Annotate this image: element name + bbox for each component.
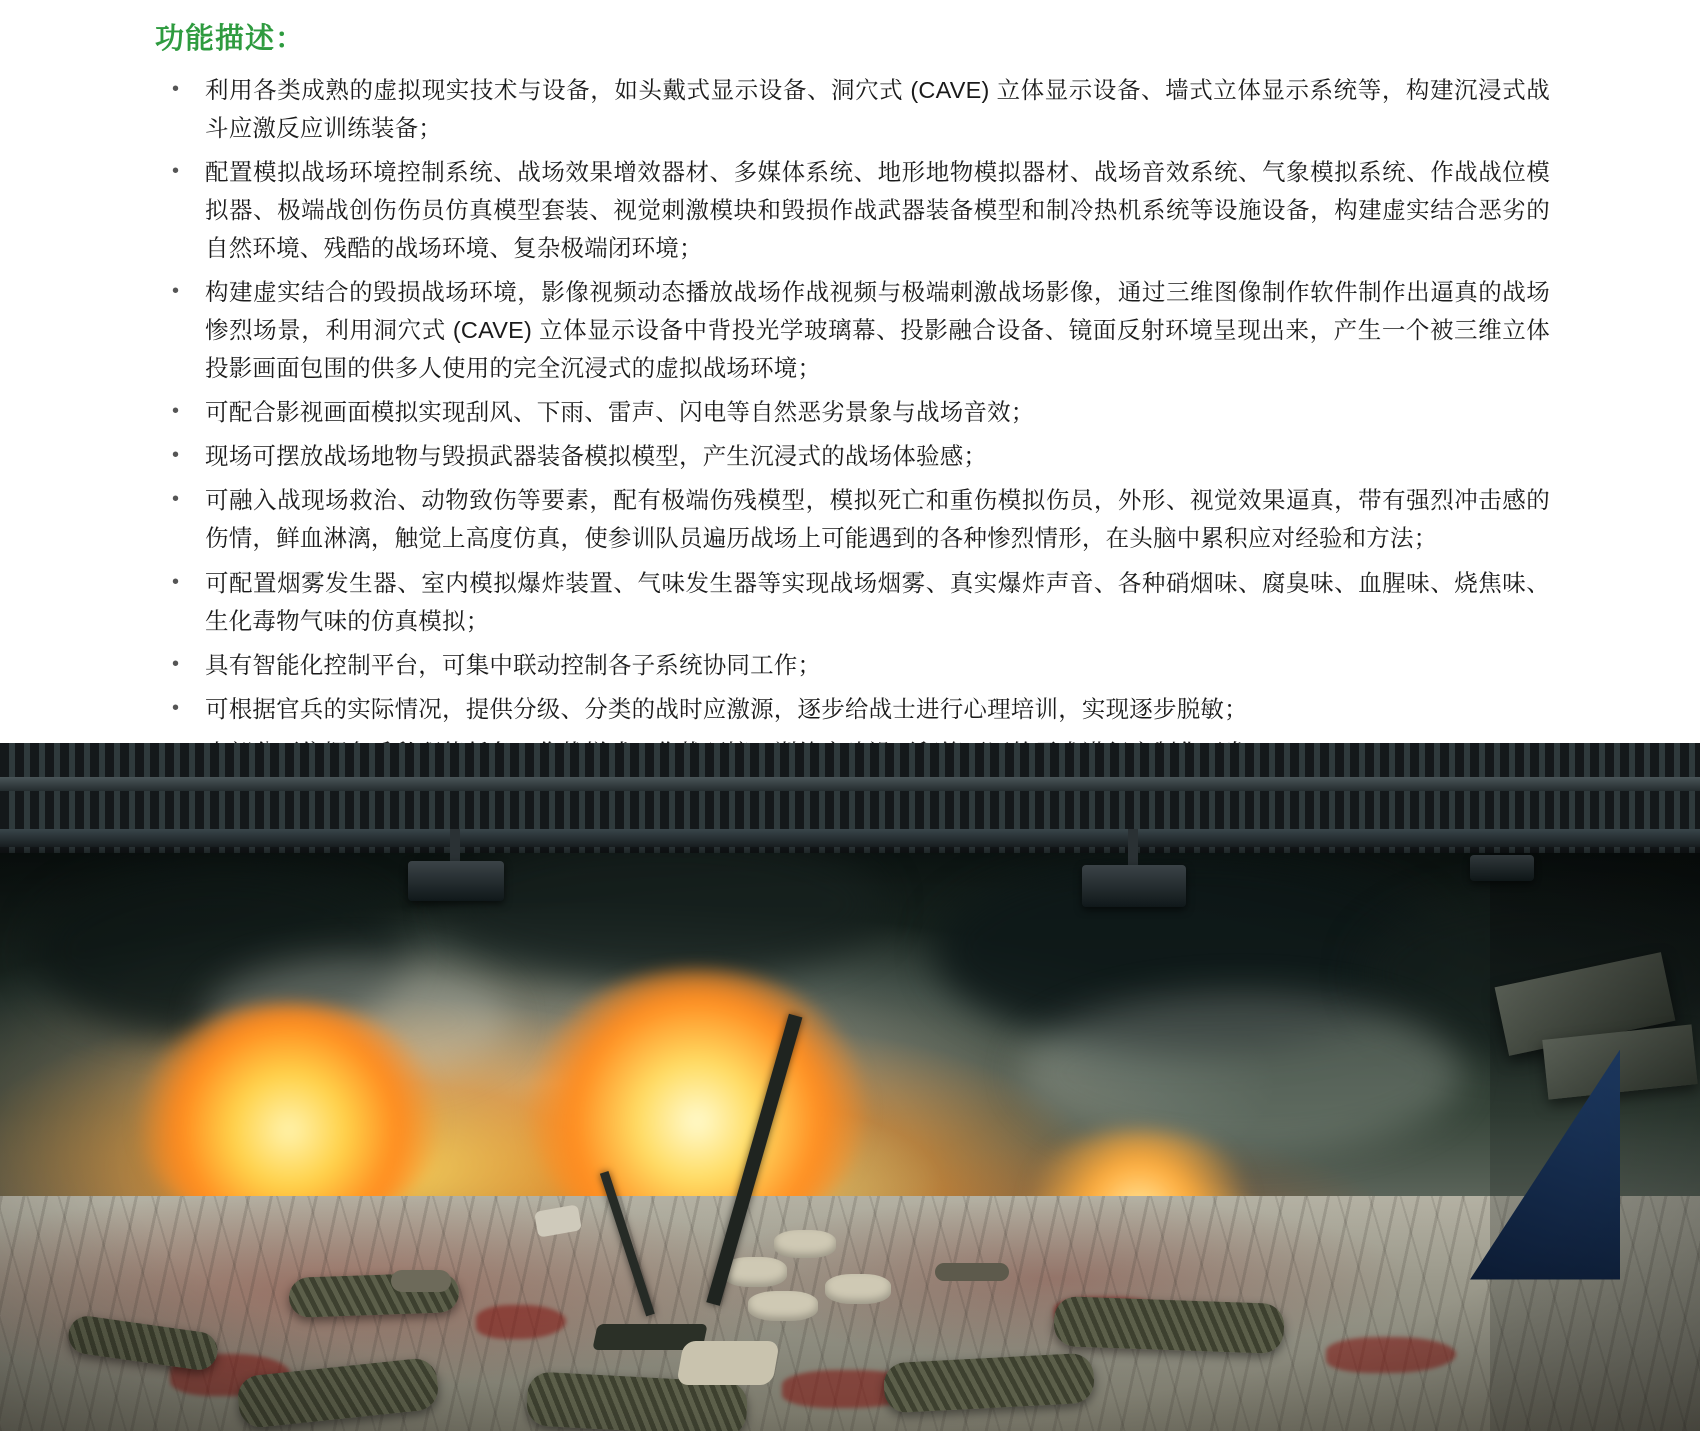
blood-splatter	[476, 1305, 566, 1339]
ceiling-projector-far-right	[1470, 855, 1534, 881]
projector-mount	[450, 829, 460, 863]
list-item	[150, 564, 1550, 640]
list-item-text: 可配置烟雾发生器、室内模拟爆炸装置、气味发生器等实现战场烟雾、真实爆炸声音、各种硝烟味、腐臭味、血腥味、烧焦味、生化毒物气味的仿真模拟；	[205, 569, 1550, 634]
list-item	[150, 690, 1550, 728]
debris-chunk	[391, 1270, 451, 1292]
list-item	[150, 71, 1550, 147]
bullet-icon: •	[172, 77, 180, 100]
bullet-icon: •	[172, 444, 180, 467]
list-item	[150, 481, 1550, 557]
list-item	[150, 437, 1550, 475]
list-item-text: 可融入战现场救治、动物致伤等要素，配有极端伤残模型，模拟死亡和重伤模拟伤员，外形、视觉效果逼真，带有强烈冲击感的伤情，鲜血淋漓，触觉上高度仿真，使参训队员遍历战场上可能遇到的各种惨烈情形，在头脑中累积应对经验和方法；	[205, 487, 1550, 552]
smoke-cloud	[442, 853, 884, 980]
bullet-icon: •	[172, 159, 180, 182]
sandbag	[774, 1230, 836, 1258]
list-item-text: 利用各类成熟的虚拟现实技术与设备，如头戴式显示设备、洞穴式 (CAVE) 立体显示设备、墙式立体显示系统等，构建沉浸式战斗应激反应训练装备；	[205, 76, 1550, 141]
ceiling-projector-right	[1082, 865, 1186, 907]
casualty-dummy	[1053, 1296, 1285, 1354]
feature-bullet-list	[150, 71, 1550, 772]
bullet-icon: •	[172, 570, 180, 593]
bullet-icon: •	[172, 280, 180, 303]
list-item-text: 可配合影视画面模拟实现刮风、下雨、雷声、闪电等自然恶劣景象与战场音效；	[205, 399, 1035, 426]
list-item-text: 配置模拟战场环境控制系统、战场效果增效器材、多媒体系统、地形地物模拟器材、战场音效系统、气象模拟系统、作战战位模拟器、极端战创伤伤员仿真模型套装、视觉刺激模块和毁损作战武器装备模型和制冷热机系统等设施设备，构建虚实结合恶劣的自然环境、残酷的战场环境、复杂极端闭环境；	[205, 158, 1550, 262]
bullet-icon: •	[172, 488, 180, 511]
ceiling-projector-left	[408, 861, 504, 901]
page-title: 功能描述：	[155, 23, 306, 55]
projector-mount	[1128, 829, 1138, 867]
list-item	[150, 393, 1550, 431]
list-item-text: 具有智能化控制平台，可集中联动控制各子系统协同工作；	[205, 651, 822, 678]
list-item-text: 现场可摆放战场地物与毁损武器装备模拟模型，产生沉浸式的战场体验感；	[205, 443, 988, 470]
cave-projection-screen	[0, 853, 1700, 1431]
list-item	[150, 273, 1550, 387]
bullet-icon: •	[172, 696, 180, 719]
list-item	[150, 153, 1550, 267]
list-item-text: 可根据官兵的实际情况，提供分级、分类的战时应激源，逐步给战士进行心理培训，实现逐步脱敏；	[205, 695, 1248, 722]
ceiling-beam	[0, 777, 1700, 791]
list-item	[150, 646, 1550, 684]
supply-crate	[676, 1341, 780, 1385]
smoke-cloud	[1020, 992, 1462, 1154]
battlefield-simulation-photo	[0, 743, 1700, 1431]
sandbag	[825, 1274, 891, 1304]
list-item-text: 构建虚实结合的毁损战场环境，影像视频动态播放战场作战视频与极端刺激战场影像，通过三维图像制作软件制作出逼真的战场惨烈场景，利用洞穴式 (CAVE) 立体显示设备中背投光学玻璃幕、投影融合设备、镜面反射环境呈现出来，产生一个被三维立体投影画面包围的供多人使用的完全沉浸式的虚拟战场环境；	[205, 279, 1550, 382]
ceiling-beam	[0, 829, 1700, 847]
bullet-icon: •	[172, 400, 180, 423]
debris-chunk	[935, 1263, 1009, 1281]
sandbag	[748, 1291, 818, 1321]
bullet-icon: •	[172, 652, 180, 675]
